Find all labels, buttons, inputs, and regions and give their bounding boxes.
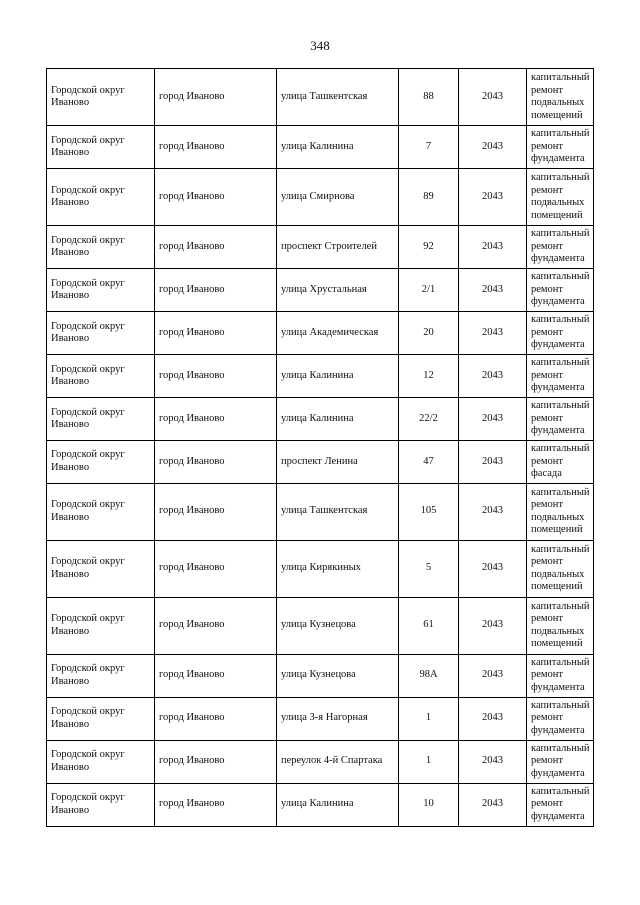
work-type-cell-text: капитальный ремонт фундамента: [531, 357, 590, 394]
work-type-cell: [527, 226, 594, 269]
page-number: 348: [310, 38, 330, 53]
street-cell: [277, 312, 399, 355]
city-cell: [155, 654, 277, 697]
street-cell-text: улица 3-я Нагорная: [281, 712, 368, 724]
work-type-cell: [527, 126, 594, 169]
okrug-cell-text: Городской округ Иваново: [51, 234, 125, 258]
work-type-cell: [527, 312, 594, 355]
street-cell-text: переулок 4-й Спартака: [281, 755, 383, 767]
street-cell: [277, 69, 399, 126]
work-type-cell-text: капитальный ремонт фундамента: [531, 271, 590, 308]
house-number-cell: [399, 126, 459, 169]
work-type-cell: [527, 740, 594, 783]
house-number-cell-text: 47: [423, 455, 434, 467]
street-cell: [277, 398, 399, 441]
street-cell: [277, 783, 399, 826]
okrug-cell: [47, 226, 155, 269]
street-cell-text: улица Кирякиных: [281, 562, 361, 574]
house-number-cell-text: 12: [423, 369, 434, 381]
city-cell: [155, 697, 277, 740]
work-type-cell: [527, 783, 594, 826]
okrug-cell: [47, 269, 155, 312]
street-cell-text: улица Смирнова: [281, 190, 355, 202]
year-cell-text: 2043: [482, 283, 503, 295]
table-row: [47, 126, 594, 169]
street-cell: [277, 740, 399, 783]
work-type-cell: [527, 169, 594, 226]
house-number-cell: [399, 441, 459, 484]
house-number-cell: [399, 226, 459, 269]
house-number-cell: [399, 398, 459, 441]
house-number-cell: [399, 740, 459, 783]
city-cell: [155, 269, 277, 312]
year-cell: [459, 654, 527, 697]
city-cell: [155, 441, 277, 484]
table-row: [47, 398, 594, 441]
street-cell-text: улица Кузнецова: [281, 669, 356, 681]
city-cell-text: город Иваново: [159, 755, 225, 767]
okrug-cell: [47, 540, 155, 597]
house-number-cell: [399, 483, 459, 540]
okrug-cell: [47, 654, 155, 697]
year-cell: [459, 398, 527, 441]
city-cell-text: город Иваново: [159, 798, 225, 810]
work-type-cell-text: капитальный ремонт фундамента: [531, 699, 590, 736]
okrug-cell-text: Городской округ Иваново: [51, 749, 125, 773]
city-cell: [155, 69, 277, 126]
city-cell-text: город Иваново: [159, 190, 225, 202]
okrug-cell-text: Городской округ Иваново: [51, 277, 125, 301]
house-number-cell-text: 22/2: [419, 412, 438, 424]
work-type-cell-text: капитальный ремонт фундамента: [531, 400, 590, 437]
work-type-cell-text: капитальный ремонт фундамента: [531, 742, 590, 779]
okrug-cell-text: Городской округ Иваново: [51, 792, 125, 816]
okrug-cell: [47, 483, 155, 540]
work-type-cell: [527, 398, 594, 441]
street-cell: [277, 441, 399, 484]
street-cell-text: улица Ташкентская: [281, 90, 368, 102]
table-row: [47, 312, 594, 355]
year-cell: [459, 740, 527, 783]
house-number-cell: [399, 783, 459, 826]
house-number-cell-text: 88: [423, 90, 434, 102]
street-cell: [277, 226, 399, 269]
work-type-cell-text: капитальный ремонт подвальных помещений: [531, 72, 590, 121]
house-number-cell-text: 20: [423, 326, 434, 338]
year-cell: [459, 540, 527, 597]
table-row: [47, 355, 594, 398]
year-cell: [459, 312, 527, 355]
table-row: [47, 540, 594, 597]
street-cell-text: проспект Ленина: [281, 455, 358, 467]
city-cell-text: город Иваново: [159, 619, 225, 631]
okrug-cell-text: Городской округ Иваново: [51, 363, 125, 387]
okrug-cell-text: Городской округ Иваново: [51, 663, 125, 687]
city-cell-text: город Иваново: [159, 669, 225, 681]
house-number-cell-text: 1: [425, 712, 432, 724]
house-number-cell-text: 7: [425, 140, 432, 152]
year-cell: [459, 226, 527, 269]
house-number-cell: [399, 269, 459, 312]
city-cell: [155, 740, 277, 783]
work-type-cell-text: капитальный ремонт подвальных помещений: [531, 486, 590, 535]
year-cell: [459, 269, 527, 312]
table-row: [47, 597, 594, 654]
okrug-cell: [47, 312, 155, 355]
table-row: [47, 654, 594, 697]
city-cell-text: город Иваново: [159, 240, 225, 252]
work-type-cell: [527, 269, 594, 312]
table-row: [47, 483, 594, 540]
city-cell: [155, 312, 277, 355]
house-number-cell-text: 1: [425, 755, 432, 767]
house-number-cell: [399, 654, 459, 697]
city-cell-text: город Иваново: [159, 369, 225, 381]
house-number-cell-text: 105: [420, 505, 437, 517]
work-type-cell: [527, 654, 594, 697]
street-cell: [277, 597, 399, 654]
year-cell: [459, 169, 527, 226]
okrug-cell-text: Городской округ Иваново: [51, 706, 125, 730]
year-cell-text: 2043: [482, 412, 503, 424]
house-number-cell-text: 98А: [419, 669, 438, 681]
city-cell-text: город Иваново: [159, 712, 225, 724]
year-cell: [459, 69, 527, 126]
okrug-cell: [47, 169, 155, 226]
house-number-cell-text: 5: [425, 562, 432, 574]
okrug-cell-text: Городской округ Иваново: [51, 134, 125, 158]
city-cell: [155, 226, 277, 269]
table-row: [47, 69, 594, 126]
work-type-cell-text: капитальный ремонт фундамента: [531, 785, 590, 822]
street-cell-text: улица Калинина: [281, 369, 354, 381]
house-number-cell: [399, 355, 459, 398]
house-number-cell: [399, 312, 459, 355]
street-cell-text: улица Ташкентская: [281, 505, 368, 517]
city-cell: [155, 126, 277, 169]
street-cell-text: улица Калинина: [281, 140, 354, 152]
okrug-cell: [47, 597, 155, 654]
street-cell: [277, 697, 399, 740]
work-type-cell: [527, 697, 594, 740]
work-type-cell-text: капитальный ремонт фундамента: [531, 228, 590, 265]
year-cell: [459, 783, 527, 826]
house-number-cell-text: 10: [423, 798, 434, 810]
year-cell: [459, 697, 527, 740]
okrug-cell-text: Городской округ Иваново: [51, 499, 125, 523]
work-type-cell-text: капитальный ремонт фасада: [531, 443, 590, 479]
house-number-cell: [399, 69, 459, 126]
street-cell: [277, 126, 399, 169]
city-cell: [155, 540, 277, 597]
work-type-cell: [527, 597, 594, 654]
okrug-cell-text: Городской округ Иваново: [51, 449, 125, 473]
okrug-cell-text: Городской округ Иваново: [51, 84, 125, 108]
year-cell: [459, 355, 527, 398]
year-cell: [459, 483, 527, 540]
year-cell-text: 2043: [482, 140, 503, 152]
house-number-cell: [399, 540, 459, 597]
street-cell-text: проспект Строителей: [281, 240, 377, 252]
house-number-cell-text: 2/1: [421, 283, 436, 295]
house-number-cell-text: 61: [423, 619, 434, 631]
work-type-cell: [527, 355, 594, 398]
city-cell-text: город Иваново: [159, 505, 225, 517]
work-type-cell: [527, 483, 594, 540]
street-cell: [277, 269, 399, 312]
city-cell-text: город Иваново: [159, 455, 225, 467]
work-type-cell: [527, 69, 594, 126]
street-cell-text: улица Кузнецова: [281, 619, 356, 631]
repair-schedule-table: [46, 68, 594, 827]
street-cell: [277, 654, 399, 697]
work-type-cell-text: капитальный ремонт фундамента: [531, 314, 590, 351]
house-number-cell: [399, 597, 459, 654]
okrug-cell-text: Городской округ Иваново: [51, 184, 125, 208]
year-cell: [459, 597, 527, 654]
city-cell: [155, 355, 277, 398]
year-cell-text: 2043: [482, 712, 503, 724]
okrug-cell: [47, 69, 155, 126]
okrug-cell-text: Городской округ Иваново: [51, 613, 125, 637]
work-type-cell-text: капитальный ремонт подвальных помещений: [531, 172, 590, 221]
table-row: [47, 441, 594, 484]
street-cell-text: улица Академическая: [281, 326, 379, 338]
house-number-cell: [399, 169, 459, 226]
okrug-cell: [47, 355, 155, 398]
city-cell: [155, 169, 277, 226]
year-cell-text: 2043: [482, 326, 503, 338]
year-cell-text: 2043: [482, 90, 503, 102]
year-cell-text: 2043: [482, 755, 503, 767]
okrug-cell: [47, 697, 155, 740]
city-cell-text: город Иваново: [159, 562, 225, 574]
city-cell-text: город Иваново: [159, 90, 225, 102]
table-row: [47, 169, 594, 226]
house-number-cell: [399, 697, 459, 740]
street-cell: [277, 540, 399, 597]
house-number-cell-text: 89: [423, 190, 434, 202]
table-row: [47, 226, 594, 269]
house-number-cell-text: 92: [423, 240, 434, 252]
work-type-cell-text: капитальный ремонт фундамента: [531, 128, 590, 165]
okrug-cell: [47, 783, 155, 826]
year-cell-text: 2043: [482, 669, 503, 681]
city-cell-text: город Иваново: [159, 283, 225, 295]
city-cell: [155, 483, 277, 540]
street-cell-text: улица Хрустальная: [281, 283, 367, 295]
year-cell-text: 2043: [482, 619, 503, 631]
city-cell-text: город Иваново: [159, 326, 225, 338]
city-cell: [155, 783, 277, 826]
city-cell-text: город Иваново: [159, 412, 225, 424]
work-type-cell-text: капитальный ремонт подвальных помещений: [531, 600, 590, 649]
okrug-cell: [47, 441, 155, 484]
work-type-cell: [527, 441, 594, 484]
table-row: [47, 697, 594, 740]
year-cell-text: 2043: [482, 369, 503, 381]
street-cell-text: улица Калинина: [281, 412, 354, 424]
okrug-cell-text: Городской округ Иваново: [51, 406, 125, 430]
street-cell: [277, 483, 399, 540]
city-cell-text: город Иваново: [159, 140, 225, 152]
okrug-cell-text: Городской округ Иваново: [51, 556, 125, 580]
year-cell-text: 2043: [482, 240, 503, 252]
okrug-cell: [47, 398, 155, 441]
work-type-cell-text: капитальный ремонт фундамента: [531, 656, 590, 693]
okrug-cell: [47, 126, 155, 169]
table-row: [47, 740, 594, 783]
table-row: [47, 783, 594, 826]
year-cell-text: 2043: [482, 505, 503, 517]
street-cell: [277, 169, 399, 226]
okrug-cell: [47, 740, 155, 783]
city-cell: [155, 398, 277, 441]
year-cell-text: 2043: [482, 562, 503, 574]
street-cell: [277, 355, 399, 398]
city-cell: [155, 597, 277, 654]
year-cell-text: 2043: [482, 190, 503, 202]
year-cell-text: 2043: [482, 798, 503, 810]
street-cell-text: улица Калинина: [281, 798, 354, 810]
work-type-cell: [527, 540, 594, 597]
table-row: [47, 269, 594, 312]
year-cell-text: 2043: [482, 455, 503, 467]
okrug-cell-text: Городской округ Иваново: [51, 320, 125, 344]
year-cell: [459, 126, 527, 169]
work-type-cell-text: капитальный ремонт подвальных помещений: [531, 543, 590, 592]
table-body: [47, 69, 594, 827]
year-cell: [459, 441, 527, 484]
